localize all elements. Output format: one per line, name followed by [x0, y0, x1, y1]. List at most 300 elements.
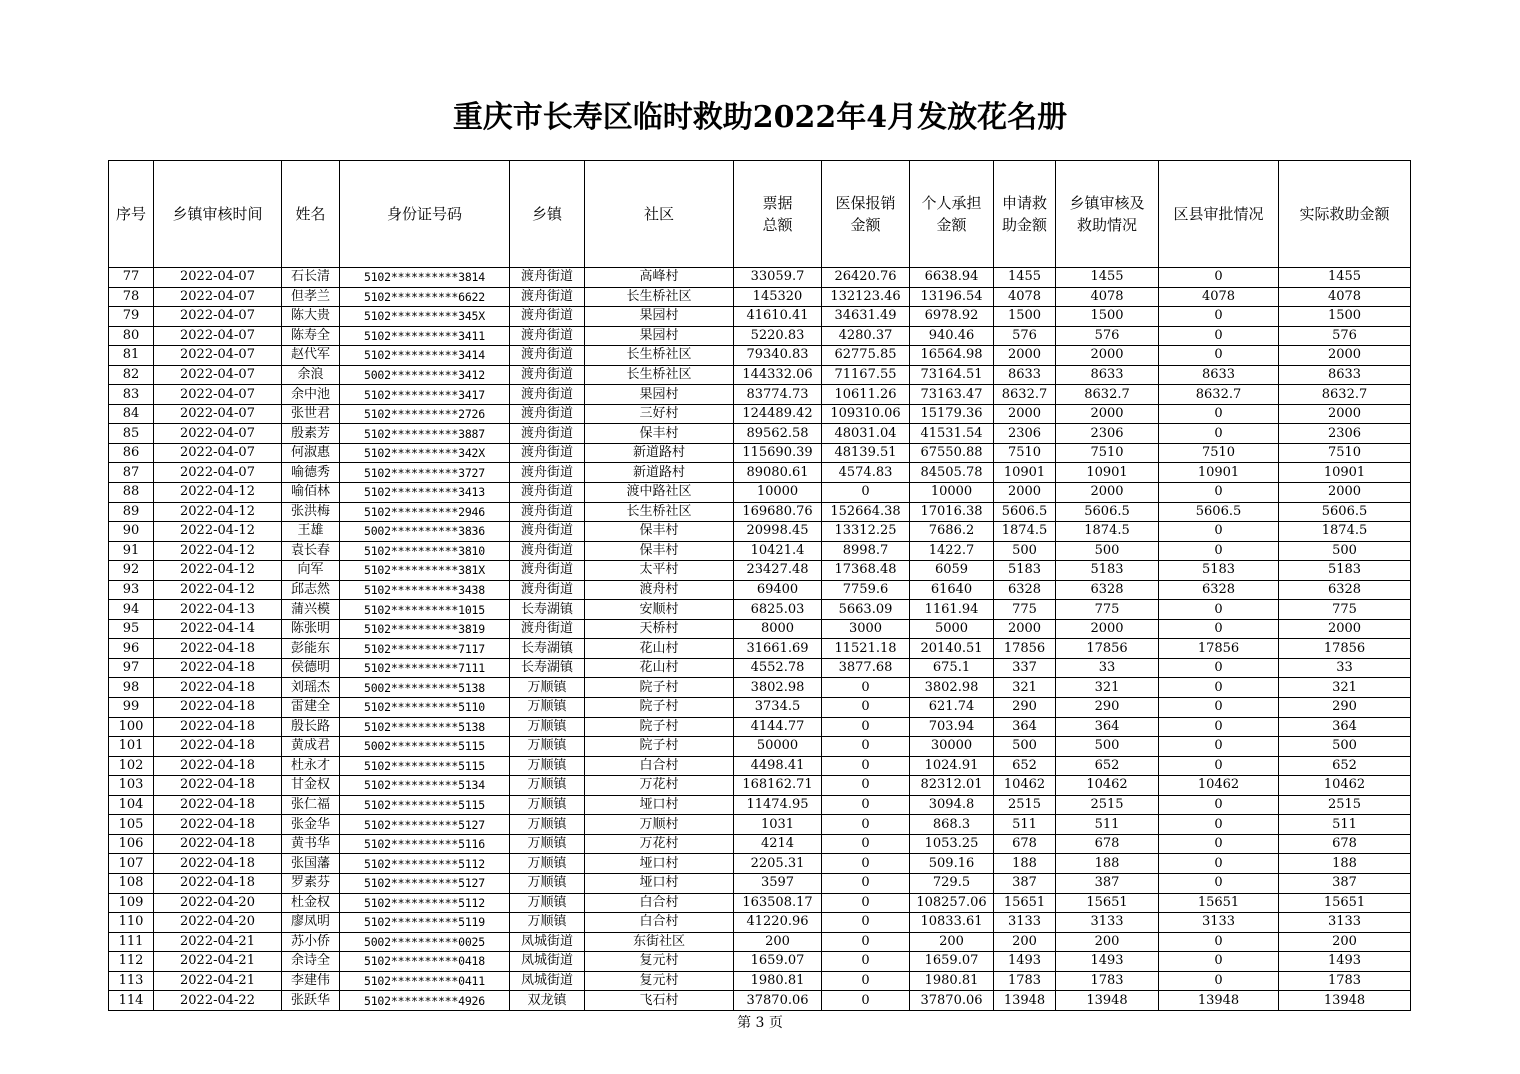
table-row	[109, 971, 1411, 991]
cell-county-approval: 3133	[1159, 913, 1279, 933]
cell-town: 万顺镇	[510, 698, 585, 718]
cell-bill-total: 23427.48	[734, 561, 822, 581]
table-row	[109, 737, 1411, 757]
cell-bill-total: 6825.03	[734, 600, 822, 620]
cell-town: 凤城街道	[510, 932, 585, 952]
cell-actual-amount: 13948	[1279, 991, 1411, 1011]
cell-seq: 90	[109, 522, 154, 542]
cell-town-review: 13948	[1056, 991, 1159, 1011]
cell-actual-amount: 2000	[1279, 619, 1411, 639]
cell-community: 高峰村	[585, 268, 734, 288]
cell-name: 雷建全	[282, 698, 340, 718]
cell-personal-burden: 108257.06	[910, 893, 994, 913]
cell-name: 陈张明	[282, 619, 340, 639]
cell-community: 白合村	[585, 756, 734, 776]
cell-id-number: 5102**********3413	[340, 483, 510, 503]
cell-community: 新道路村	[585, 443, 734, 463]
cell-bill-total: 3597	[734, 873, 822, 893]
cell-personal-burden: 1053.25	[910, 834, 994, 854]
cell-community: 长生桥社区	[585, 365, 734, 385]
cell-county-approval: 0	[1159, 326, 1279, 346]
cell-seq: 109	[109, 893, 154, 913]
cell-id-number: 5102**********1015	[340, 600, 510, 620]
cell-seq: 101	[109, 737, 154, 757]
cell-personal-burden: 3094.8	[910, 795, 994, 815]
cell-seq: 94	[109, 600, 154, 620]
cell-personal-burden: 84505.78	[910, 463, 994, 483]
cell-review-date: 2022-04-14	[154, 619, 282, 639]
cell-name: 陈寿全	[282, 326, 340, 346]
cell-insurance-reimbursed: 0	[822, 991, 910, 1011]
cell-town-review: 17856	[1056, 639, 1159, 659]
cell-review-date: 2022-04-12	[154, 561, 282, 581]
table-row	[109, 522, 1411, 542]
cell-id-number: 5102**********6622	[340, 287, 510, 307]
cell-actual-amount: 188	[1279, 854, 1411, 874]
table-row	[109, 932, 1411, 952]
cell-community: 长生桥社区	[585, 346, 734, 366]
cell-town: 万顺镇	[510, 737, 585, 757]
cell-town: 万顺镇	[510, 776, 585, 796]
cell-review-date: 2022-04-18	[154, 756, 282, 776]
cell-town-review: 321	[1056, 678, 1159, 698]
cell-actual-amount: 10901	[1279, 463, 1411, 483]
table-row	[109, 541, 1411, 561]
cell-applied-amount: 7510	[994, 443, 1056, 463]
table-row	[109, 893, 1411, 913]
cell-bill-total: 1659.07	[734, 952, 822, 972]
cell-personal-burden: 1980.81	[910, 971, 994, 991]
cell-personal-burden: 7686.2	[910, 522, 994, 542]
cell-actual-amount: 1874.5	[1279, 522, 1411, 542]
cell-review-date: 2022-04-07	[154, 326, 282, 346]
cell-community: 果园村	[585, 326, 734, 346]
cell-town: 渡舟街道	[510, 326, 585, 346]
table-row	[109, 639, 1411, 659]
cell-actual-amount: 8632.7	[1279, 385, 1411, 405]
cell-personal-burden: 868.3	[910, 815, 994, 835]
cell-seq: 114	[109, 991, 154, 1011]
cell-town-review: 10901	[1056, 463, 1159, 483]
cell-personal-burden: 621.74	[910, 698, 994, 718]
cell-insurance-reimbursed: 48031.04	[822, 424, 910, 444]
cell-personal-burden: 30000	[910, 737, 994, 757]
cell-review-date: 2022-04-18	[154, 834, 282, 854]
cell-personal-burden: 67550.88	[910, 443, 994, 463]
cell-town: 万顺镇	[510, 815, 585, 835]
cell-name: 张洪梅	[282, 502, 340, 522]
cell-town-review: 1500	[1056, 307, 1159, 327]
cell-bill-total: 124489.42	[734, 404, 822, 424]
cell-name: 喻德秀	[282, 463, 340, 483]
cell-bill-total: 41220.96	[734, 913, 822, 933]
header-community: 社区	[585, 161, 734, 268]
cell-seq: 100	[109, 717, 154, 737]
cell-id-number: 5102**********5115	[340, 795, 510, 815]
cell-name: 彭能东	[282, 639, 340, 659]
cell-seq: 95	[109, 619, 154, 639]
table-row	[109, 365, 1411, 385]
cell-insurance-reimbursed: 3877.68	[822, 658, 910, 678]
cell-community: 太平村	[585, 561, 734, 581]
cell-insurance-reimbursed: 62775.85	[822, 346, 910, 366]
cell-county-approval: 0	[1159, 541, 1279, 561]
cell-community: 白合村	[585, 913, 734, 933]
cell-town: 渡舟街道	[510, 561, 585, 581]
cell-insurance-reimbursed: 0	[822, 698, 910, 718]
cell-bill-total: 169680.76	[734, 502, 822, 522]
cell-insurance-reimbursed: 0	[822, 795, 910, 815]
cell-bill-total: 168162.71	[734, 776, 822, 796]
cell-county-approval: 0	[1159, 834, 1279, 854]
cell-applied-amount: 15651	[994, 893, 1056, 913]
cell-county-approval: 0	[1159, 346, 1279, 366]
cell-review-date: 2022-04-07	[154, 307, 282, 327]
cell-town: 渡舟街道	[510, 385, 585, 405]
table-row	[109, 854, 1411, 874]
cell-actual-amount: 290	[1279, 698, 1411, 718]
cell-actual-amount: 6328	[1279, 580, 1411, 600]
cell-county-approval: 0	[1159, 619, 1279, 639]
cell-town: 凤城街道	[510, 971, 585, 991]
table-row	[109, 561, 1411, 581]
cell-actual-amount: 4078	[1279, 287, 1411, 307]
header-review-date: 乡镇审核时间	[154, 161, 282, 268]
cell-name: 殷素芳	[282, 424, 340, 444]
cell-applied-amount: 500	[994, 541, 1056, 561]
cell-county-approval: 0	[1159, 854, 1279, 874]
cell-community: 万顺村	[585, 815, 734, 835]
cell-seq: 110	[109, 913, 154, 933]
cell-review-date: 2022-04-12	[154, 483, 282, 503]
cell-county-approval: 0	[1159, 756, 1279, 776]
cell-insurance-reimbursed: 48139.51	[822, 443, 910, 463]
cell-applied-amount: 290	[994, 698, 1056, 718]
cell-applied-amount: 10901	[994, 463, 1056, 483]
cell-seq: 83	[109, 385, 154, 405]
cell-id-number: 5102**********381X	[340, 561, 510, 581]
cell-seq: 92	[109, 561, 154, 581]
cell-town-review: 2000	[1056, 483, 1159, 503]
cell-town-review: 1783	[1056, 971, 1159, 991]
cell-bill-total: 10000	[734, 483, 822, 503]
cell-insurance-reimbursed: 0	[822, 873, 910, 893]
cell-town: 渡舟街道	[510, 541, 585, 561]
cell-community: 万花村	[585, 776, 734, 796]
header-town: 乡镇	[510, 161, 585, 268]
cell-town: 长寿湖镇	[510, 658, 585, 678]
cell-personal-burden: 1161.94	[910, 600, 994, 620]
cell-town: 长寿湖镇	[510, 600, 585, 620]
cell-seq: 81	[109, 346, 154, 366]
cell-seq: 113	[109, 971, 154, 991]
cell-id-number: 5102**********7111	[340, 658, 510, 678]
cell-town: 万顺镇	[510, 913, 585, 933]
table-row	[109, 346, 1411, 366]
cell-personal-burden: 6978.92	[910, 307, 994, 327]
cell-name: 甘金权	[282, 776, 340, 796]
cell-applied-amount: 337	[994, 658, 1056, 678]
table-row	[109, 326, 1411, 346]
header-seq: 序号	[109, 161, 154, 268]
cell-insurance-reimbursed: 17368.48	[822, 561, 910, 581]
cell-county-approval: 0	[1159, 678, 1279, 698]
cell-personal-burden: 3802.98	[910, 678, 994, 698]
cell-town-review: 1455	[1056, 268, 1159, 288]
cell-applied-amount: 2000	[994, 619, 1056, 639]
cell-name: 余浪	[282, 365, 340, 385]
cell-id-number: 5102**********3414	[340, 346, 510, 366]
cell-id-number: 5102**********3887	[340, 424, 510, 444]
cell-seq: 98	[109, 678, 154, 698]
cell-town-review: 511	[1056, 815, 1159, 835]
relief-roster-table	[108, 160, 1411, 1011]
cell-insurance-reimbursed: 0	[822, 756, 910, 776]
cell-actual-amount: 7510	[1279, 443, 1411, 463]
cell-county-approval: 0	[1159, 698, 1279, 718]
cell-town-review: 500	[1056, 541, 1159, 561]
header-insurance-reimbursed: 医保报销 金额	[822, 161, 910, 268]
cell-seq: 78	[109, 287, 154, 307]
cell-id-number: 5002**********0025	[340, 932, 510, 952]
cell-town-review: 188	[1056, 854, 1159, 874]
cell-actual-amount: 2515	[1279, 795, 1411, 815]
cell-review-date: 2022-04-12	[154, 502, 282, 522]
cell-name: 石长清	[282, 268, 340, 288]
cell-insurance-reimbursed: 34631.49	[822, 307, 910, 327]
cell-review-date: 2022-04-07	[154, 424, 282, 444]
cell-community: 飞石村	[585, 991, 734, 1011]
cell-review-date: 2022-04-18	[154, 639, 282, 659]
header-county-approval: 区县审批情况	[1159, 161, 1279, 268]
cell-review-date: 2022-04-07	[154, 268, 282, 288]
cell-name: 黄书华	[282, 834, 340, 854]
cell-bill-total: 89080.61	[734, 463, 822, 483]
cell-town: 万顺镇	[510, 854, 585, 874]
cell-county-approval: 0	[1159, 600, 1279, 620]
cell-applied-amount: 1783	[994, 971, 1056, 991]
cell-actual-amount: 387	[1279, 873, 1411, 893]
cell-town-review: 8632.7	[1056, 385, 1159, 405]
cell-insurance-reimbursed: 0	[822, 483, 910, 503]
table-row	[109, 873, 1411, 893]
cell-county-approval: 0	[1159, 932, 1279, 952]
header-actual-amount: 实际救助金额	[1279, 161, 1411, 268]
cell-applied-amount: 652	[994, 756, 1056, 776]
cell-insurance-reimbursed: 4574.83	[822, 463, 910, 483]
cell-name: 袁长春	[282, 541, 340, 561]
cell-name: 余诗全	[282, 952, 340, 972]
cell-town: 渡舟街道	[510, 424, 585, 444]
cell-seq: 84	[109, 404, 154, 424]
cell-name: 张跃华	[282, 991, 340, 1011]
cell-id-number: 5102**********345X	[340, 307, 510, 327]
cell-insurance-reimbursed: 132123.46	[822, 287, 910, 307]
cell-applied-amount: 511	[994, 815, 1056, 835]
table-row	[109, 717, 1411, 737]
cell-county-approval: 0	[1159, 737, 1279, 757]
cell-town: 凤城街道	[510, 952, 585, 972]
cell-applied-amount: 2306	[994, 424, 1056, 444]
cell-actual-amount: 3133	[1279, 913, 1411, 933]
cell-town: 渡舟街道	[510, 307, 585, 327]
cell-town-review: 1493	[1056, 952, 1159, 972]
cell-bill-total: 10421.4	[734, 541, 822, 561]
cell-insurance-reimbursed: 26420.76	[822, 268, 910, 288]
cell-county-approval: 10901	[1159, 463, 1279, 483]
cell-review-date: 2022-04-12	[154, 541, 282, 561]
cell-seq: 103	[109, 776, 154, 796]
table-row	[109, 776, 1411, 796]
cell-applied-amount: 775	[994, 600, 1056, 620]
cell-town-review: 33	[1056, 658, 1159, 678]
cell-county-approval: 0	[1159, 483, 1279, 503]
cell-bill-total: 145320	[734, 287, 822, 307]
cell-id-number: 5102**********2726	[340, 404, 510, 424]
cell-seq: 96	[109, 639, 154, 659]
cell-personal-burden: 940.46	[910, 326, 994, 346]
cell-bill-total: 200	[734, 932, 822, 952]
cell-county-approval: 0	[1159, 522, 1279, 542]
cell-town-review: 364	[1056, 717, 1159, 737]
cell-town: 渡舟街道	[510, 404, 585, 424]
cell-applied-amount: 5606.5	[994, 502, 1056, 522]
cell-town: 万顺镇	[510, 756, 585, 776]
cell-personal-burden: 729.5	[910, 873, 994, 893]
cell-review-date: 2022-04-07	[154, 443, 282, 463]
cell-county-approval: 0	[1159, 717, 1279, 737]
cell-seq: 85	[109, 424, 154, 444]
cell-personal-burden: 6059	[910, 561, 994, 581]
cell-name: 赵代军	[282, 346, 340, 366]
table-row	[109, 658, 1411, 678]
cell-bill-total: 4498.41	[734, 756, 822, 776]
cell-id-number: 5002**********3836	[340, 522, 510, 542]
header-bill-total: 票据 总额	[734, 161, 822, 268]
cell-county-approval: 17856	[1159, 639, 1279, 659]
cell-name: 张仁福	[282, 795, 340, 815]
cell-personal-burden: 15179.36	[910, 404, 994, 424]
cell-actual-amount: 576	[1279, 326, 1411, 346]
cell-town: 渡舟街道	[510, 619, 585, 639]
cell-seq: 102	[109, 756, 154, 776]
cell-town: 万顺镇	[510, 834, 585, 854]
cell-name: 杜永才	[282, 756, 340, 776]
cell-county-approval: 7510	[1159, 443, 1279, 463]
cell-community: 果园村	[585, 385, 734, 405]
cell-bill-total: 4144.77	[734, 717, 822, 737]
cell-name: 苏小侨	[282, 932, 340, 952]
cell-applied-amount: 364	[994, 717, 1056, 737]
cell-town-review: 5606.5	[1056, 502, 1159, 522]
cell-personal-burden: 509.16	[910, 854, 994, 874]
cell-seq: 77	[109, 268, 154, 288]
cell-town: 万顺镇	[510, 678, 585, 698]
table-row	[109, 463, 1411, 483]
cell-insurance-reimbursed: 8998.7	[822, 541, 910, 561]
cell-bill-total: 144332.06	[734, 365, 822, 385]
cell-actual-amount: 364	[1279, 717, 1411, 737]
cell-applied-amount: 1493	[994, 952, 1056, 972]
cell-community: 保丰村	[585, 541, 734, 561]
cell-town: 渡舟街道	[510, 287, 585, 307]
cell-town: 万顺镇	[510, 893, 585, 913]
cell-community: 三好村	[585, 404, 734, 424]
cell-review-date: 2022-04-20	[154, 913, 282, 933]
cell-community: 院子村	[585, 737, 734, 757]
cell-seq: 108	[109, 873, 154, 893]
cell-review-date: 2022-04-18	[154, 678, 282, 698]
cell-county-approval: 5183	[1159, 561, 1279, 581]
cell-review-date: 2022-04-12	[154, 580, 282, 600]
cell-applied-amount: 4078	[994, 287, 1056, 307]
cell-name: 廖凤明	[282, 913, 340, 933]
cell-id-number: 5102**********3819	[340, 619, 510, 639]
cell-review-date: 2022-04-18	[154, 815, 282, 835]
cell-name: 陈大贵	[282, 307, 340, 327]
cell-bill-total: 1980.81	[734, 971, 822, 991]
cell-county-approval: 8633	[1159, 365, 1279, 385]
cell-actual-amount: 8633	[1279, 365, 1411, 385]
cell-bill-total: 4214	[734, 834, 822, 854]
cell-insurance-reimbursed: 0	[822, 834, 910, 854]
header-town-review: 乡镇审核及 救助情况	[1056, 161, 1159, 268]
cell-seq: 88	[109, 483, 154, 503]
cell-review-date: 2022-04-18	[154, 737, 282, 757]
cell-community: 院子村	[585, 698, 734, 718]
cell-seq: 97	[109, 658, 154, 678]
cell-county-approval: 0	[1159, 873, 1279, 893]
cell-actual-amount: 2000	[1279, 346, 1411, 366]
table-row	[109, 404, 1411, 424]
table-row	[109, 756, 1411, 776]
cell-town-review: 678	[1056, 834, 1159, 854]
cell-name: 罗素芬	[282, 873, 340, 893]
cell-name: 邱志然	[282, 580, 340, 600]
cell-town: 渡舟街道	[510, 580, 585, 600]
cell-community: 新道路村	[585, 463, 734, 483]
table-row	[109, 443, 1411, 463]
table-row	[109, 991, 1411, 1011]
cell-actual-amount: 5183	[1279, 561, 1411, 581]
cell-insurance-reimbursed: 0	[822, 854, 910, 874]
table-row	[109, 580, 1411, 600]
cell-review-date: 2022-04-12	[154, 522, 282, 542]
cell-actual-amount: 775	[1279, 600, 1411, 620]
cell-applied-amount: 1500	[994, 307, 1056, 327]
table-header-row	[109, 161, 1411, 268]
cell-community: 白合村	[585, 893, 734, 913]
cell-actual-amount: 511	[1279, 815, 1411, 835]
cell-insurance-reimbursed: 152664.38	[822, 502, 910, 522]
cell-applied-amount: 2000	[994, 483, 1056, 503]
cell-actual-amount: 33	[1279, 658, 1411, 678]
cell-community: 东街社区	[585, 932, 734, 952]
cell-actual-amount: 1493	[1279, 952, 1411, 972]
header-personal-burden: 个人承担 金额	[910, 161, 994, 268]
cell-id-number: 5102**********3417	[340, 385, 510, 405]
cell-review-date: 2022-04-07	[154, 346, 282, 366]
cell-review-date: 2022-04-18	[154, 698, 282, 718]
cell-insurance-reimbursed: 0	[822, 815, 910, 835]
cell-applied-amount: 200	[994, 932, 1056, 952]
cell-review-date: 2022-04-20	[154, 893, 282, 913]
cell-bill-total: 2205.31	[734, 854, 822, 874]
cell-county-approval: 0	[1159, 307, 1279, 327]
cell-bill-total: 20998.45	[734, 522, 822, 542]
cell-name: 向军	[282, 561, 340, 581]
cell-review-date: 2022-04-18	[154, 854, 282, 874]
